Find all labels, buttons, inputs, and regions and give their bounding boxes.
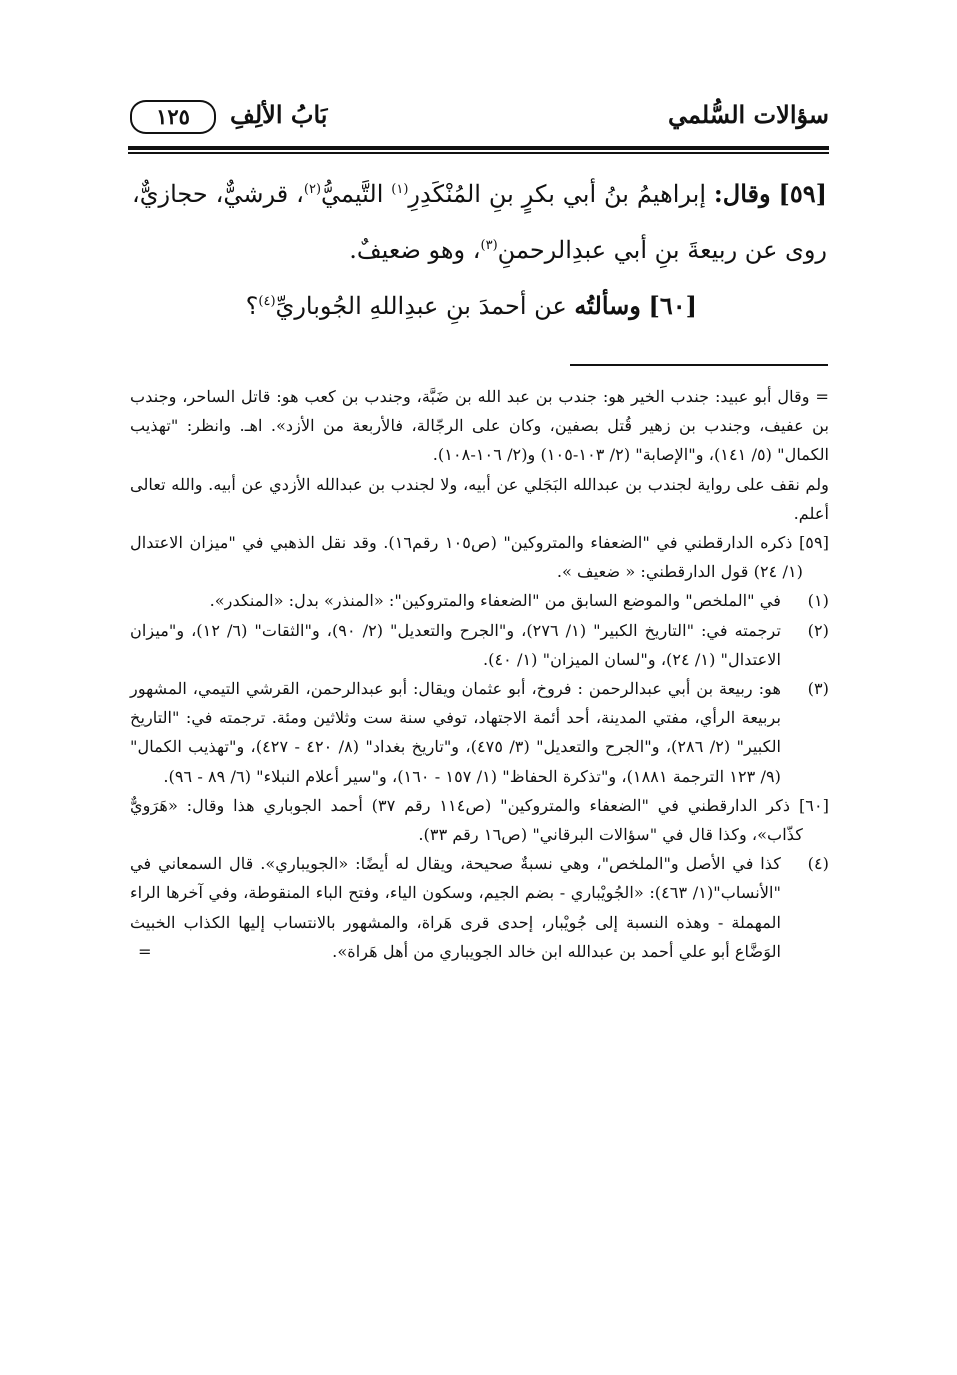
footnote-entry-59: [٥٩] ذكره الدارقطني في "الضعفاء والمتروكين" (ص١٠٥ رقم١٦). وقد نقل الذهبي في "ميزان الاعتدال (١/ ٢٤) قول الدارقطني: « ضعيف ». — [130, 533, 829, 582]
entry-text: ، قرشيٌّ، حجازيٌّ، روى عن ربيعةَ بنِ أبي عبدِالرحمنِ — [132, 180, 827, 264]
footnote-1 — [130, 586, 829, 615]
footnote-text: في "الملخص" والموضع السابق من "الضعفاء والمتروكين": «المنذر» بدل: «المنكدر». — [209, 591, 781, 611]
footnote-text: كذا في الأصل و"الملخص"، وهي نسبةٌ صحيحة، ويقال له أيضًا: «الجويباري». قال السمعاني في "الأنساب"(١/ ٤٦٣): «الجُويْباري - بضم الجيم، وسكون الياء، وفتح الباء المنقوطة، وفي آخرها الراء المهملة - وهذه النسبة إلى جُويْبار، إحدى قرى هَراة، والمشهور بالانتساب إليها الكذاب الخبيث الوَضَّاع أبو علي أحمد بن عبدالله ابن خالد الجويباري من أهل هَراة». — [130, 854, 781, 961]
entry-text: التَّيميُّ — [321, 180, 384, 208]
entry-number: [٥٩] — [778, 179, 827, 208]
footnote-text: ترجمته في: "التاريخ الكبير" (١/ ٢٧٦)، و"الجرح والتعديل" (٢/ ٩٠)، و"الثقات" (٦/ ١٢)، و"ميزان الاعتدال" (١/ ٢٤)، و"لسان الميزان" (١/ ٤٠). — [130, 620, 781, 669]
footnote-entry-60: [٦٠] ذكر الدارقطني في "الضعفاء والمتروكين" (ص١١٤ رقم ٣٧) أحمد الجوباري هذا وقال: «هَرَويٌّ كذّاب»، وكذا قال في "سؤالات البرقاني" (ص١٦ رقم ٣٣). — [130, 795, 829, 845]
footnotes — [130, 382, 829, 966]
footnote-ref: (١) — [391, 182, 409, 197]
footnote-separator — [570, 364, 828, 366]
footnote-3 — [130, 674, 829, 791]
entry-59 — [132, 166, 827, 278]
header-rule-thick — [128, 146, 829, 150]
footnote-ref: (٣) — [480, 238, 498, 253]
entry-number: [٦٠] — [648, 291, 697, 320]
header-rule-thin — [128, 152, 829, 154]
entry-60 — [132, 278, 827, 334]
footnote-4 — [130, 849, 829, 966]
entry-text: عن أحمدَ بنِ عبدِاللهِ الجُوباريِّ — [275, 292, 567, 320]
page-header — [130, 92, 829, 142]
footnote-2 — [130, 616, 829, 674]
footnote-ref: (٤) — [258, 294, 276, 309]
footnote-ref: (٢) — [303, 182, 322, 197]
continuation-marker: = — [138, 941, 152, 961]
entry-label: وسألتُه — [574, 291, 641, 320]
main-text — [132, 166, 827, 334]
footnote-number: (٤) — [807, 854, 829, 874]
entry-text: ، وهو ضعيفٌ. — [349, 236, 481, 264]
entry-text: ؟ — [245, 292, 259, 320]
chapter-title: بَابُ الألِفِ — [230, 100, 328, 129]
footnote-number: (٢) — [807, 620, 829, 640]
page-number: ١٢٥ — [130, 100, 216, 134]
footnote-number: (٣) — [807, 679, 829, 699]
footnote-text: هو: ربيعة بن أبي عبدالرحمن : فروخ، أبو عثمان ويقال: أبو عبدالرحمن، القرشي التيمي، المشهور بربيعة الرأي، مفتي المدينة، أحد أئمة الاجتهاد، توفي سنة ست وثلاثين ومئة. ترجمته في: "التاريخ الكبير" (٢/ ٢٨٦)، و"الجرح والتعديل" (٣/ ٤٧٥)، و"تاريخ بغداد" (٨/ ٤٢٠ - ٤٢٧)، و"تهذيب الكمال" (٩/ ١٢٣ الترجمة ١٨٨١)، و"تذكرة الحفاظ" (١/ ١٥٧ - ١٦٠)، و"سير أعلام النبلاء" (٦/ ٨٩ - ٩٦). — [130, 679, 782, 786]
footnote-number: (١) — [807, 591, 829, 611]
footnote-continuation: ولم نقف على رواية لجندب بن عبدالله البَجَلي عن أبيه، ولا لجندب بن عبدالله الأزدي عن أبيه. والله تعالى أعلم. — [130, 474, 829, 523]
entry-text: إبراهيمُ بنُ أبي بكرٍ بنِ المُنْكَدِرِ — [408, 180, 707, 208]
book-title: سؤالات السُّلمي — [667, 100, 829, 129]
entry-label: وقال: — [713, 179, 771, 208]
footnote-continuation: = وقال أبو عبيد: جندب الخير هو: جندب بن عبد الله بن ضَبَّة، وجندب بن كعب هو: قاتل الساحر، وجندب بن عفيف، وجندب بن زهير قُتل بصفين، وكان على الرجّالة، فالأربعة من الأزد». اهـ. وانظر: "تهذيب الكمال" (٥/ ١٤١)، و"الإصابة" (٢/ ١٠٣-١٠٥) و(٢/ ١٠٦-١٠٨). — [130, 387, 829, 465]
